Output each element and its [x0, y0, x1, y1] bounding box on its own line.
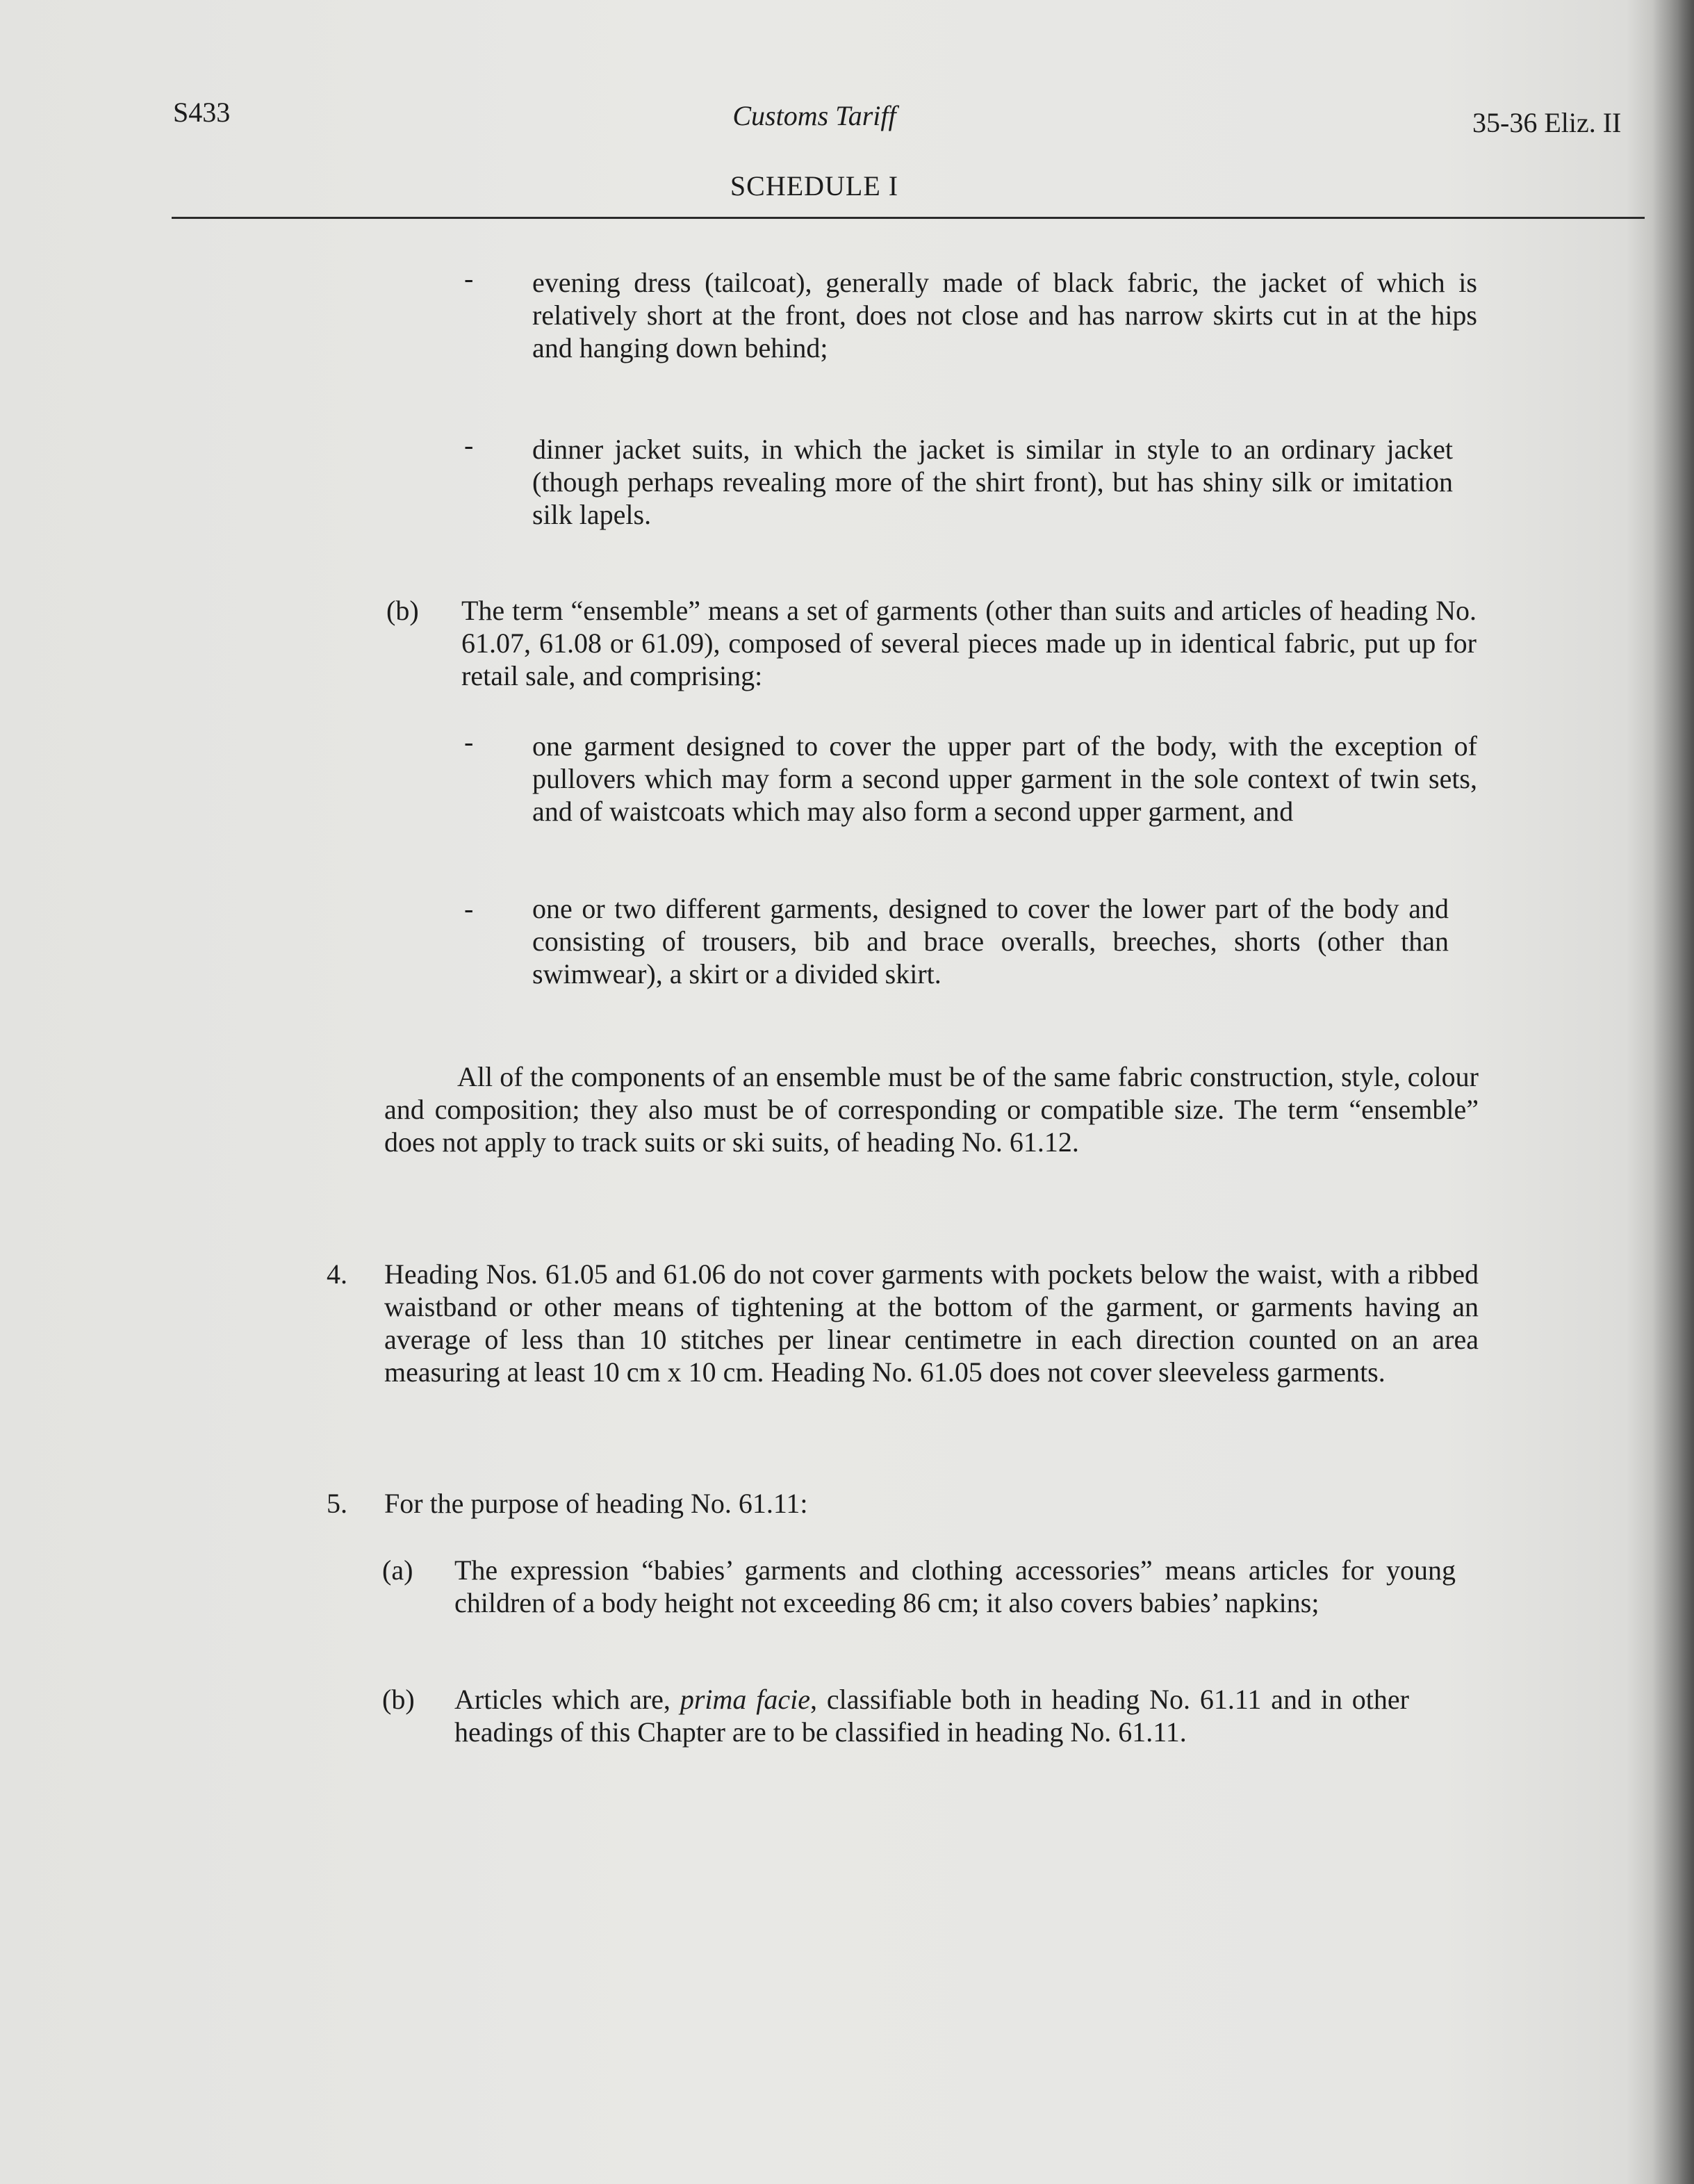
note-5b-label: (b) [382, 1684, 415, 1715]
note-5-number: 5. [327, 1488, 347, 1519]
dash-marker: - [464, 429, 474, 461]
item-b-label: (b) [386, 595, 419, 626]
running-title: Customs Tariff [732, 100, 896, 131]
ensemble-lower-garment: one or two different garments, designed to cover the lower part of the body and consisting of trousers, bib and brace overalls, breeches, shorts (other than swimwear), a skirt or a divided skirt. [532, 893, 1449, 990]
regnal-year: 35-36 Eliz. II [1472, 107, 1622, 138]
evening-dress-item: evening dress (tailcoat), generally made of black fabric, the jacket of which is relatively short at the front, does not close and has narrow skirts cut in at the hips and hanging down behind; [532, 267, 1477, 363]
dash-marker: - [464, 726, 474, 757]
book-spine-shadow [1652, 0, 1694, 2184]
dinner-jacket-item: dinner jacket suits, in which the jacket is similar in style to an ordinary jacket (though perhaps revealing more of the shirt front), but has shiny silk or imitation silk lapels. [532, 434, 1453, 530]
page-number: S433 [173, 97, 231, 128]
schedule-heading: SCHEDULE I [730, 170, 899, 202]
note-4-text: Heading Nos. 61.05 and 61.06 do not cover garments with pockets below the waist, with a ribbed waistband or other means of tightening at the bottom of the garment, or garments having an average of less than 10 stitches per linear centimetre in each direction counted on an area measuring at least 10 cm x 10 cm. Heading No. 61.05 does not cover sleeveless garments. [384, 1258, 1479, 1388]
note-5b-text-part2: , classifiable both in heading No. 61.11 and in other headings of this Chapter are to be classified in heading No. 61.11. [454, 1684, 1409, 1748]
dash-marker: - [464, 893, 474, 924]
note-5-text: For the purpose of heading No. 61.11: [384, 1488, 808, 1519]
note-5b-text-part1: Articles which are, [454, 1684, 680, 1715]
header-rule [172, 217, 1645, 219]
note-5a-label: (a) [382, 1554, 413, 1586]
ensemble-components-paragraph: All of the components of an ensemble must be of the same fabric construction, style, colour and composition; they also must be of corresponding or compatible size. The term “ensemble” does not apply to track suits or ski suits, of heading No. 61.12. [384, 1061, 1479, 1158]
note-4-number: 4. [327, 1258, 347, 1290]
ensemble-upper-garment: one garment designed to cover the upper part of the body, with the exception of pullovers which may form a second upper garment in the sole context of twin sets, and of waistcoats which may also form a second upper garment, and [532, 730, 1477, 827]
dash-marker: - [464, 263, 474, 294]
note-5a-text: The expression “babies’ garments and clothing accessories” means articles for young children of a body height not exceeding 86 cm; it also covers babies’ napkins; [454, 1554, 1456, 1618]
prima-facie-emphasis: prima facie [680, 1684, 810, 1715]
note-5b-text [454, 1683, 1409, 1748]
ensemble-definition: The term “ensemble” means a set of garments (other than suits and articles of heading No. 61.07, 61.08 or 61.09), composed of several pieces made up in identical fabric, put up for retail sale, and comprising: [461, 595, 1477, 691]
